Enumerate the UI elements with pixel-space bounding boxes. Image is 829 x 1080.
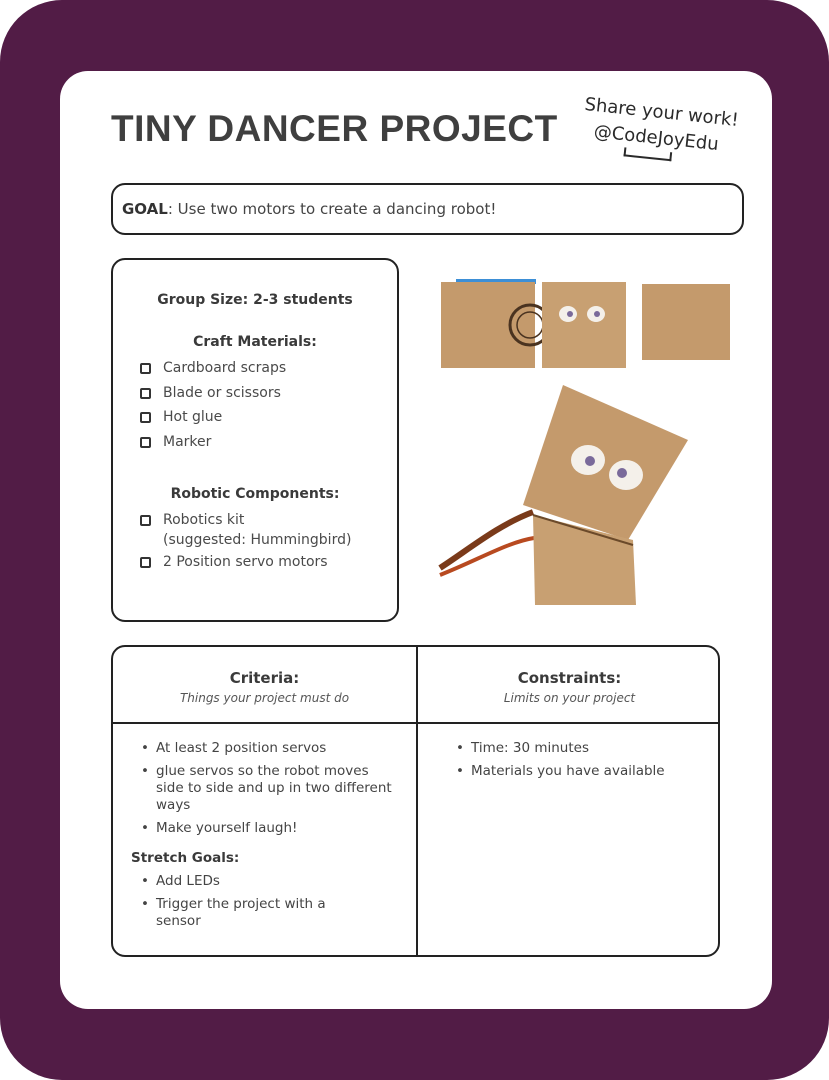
criteria-header: [113, 669, 416, 705]
share-text: Share your work!: [583, 93, 740, 132]
criteria-list: [137, 740, 392, 843]
constraints-heading: Constraints:: [517, 669, 622, 687]
group-size: Group Size: 2-3 students: [157, 292, 353, 308]
criteria-constraints-table: [111, 645, 720, 957]
constraints-subheading: Limits on your project: [503, 691, 636, 705]
list-item: • Time: 30 minutes: [452, 740, 702, 757]
page-title: TINY DANCER PROJECT: [111, 108, 558, 149]
social-handle: @CodeJoyEdu: [592, 121, 720, 156]
stretch-goals-list: [137, 873, 367, 936]
goal-text: : Use two motors to create a dancing robot!: [167, 200, 497, 218]
checkbox-icon[interactable]: [140, 412, 151, 423]
list-item: Hot glue: [140, 405, 286, 430]
list-item: Robotics kit (suggested: Hummingbird): [140, 508, 351, 550]
robot-photos: [438, 270, 738, 615]
list-item: • glue servos so the robot moves side to side and up in two different ways: [137, 763, 392, 814]
goal-box: [111, 183, 744, 235]
list-item: Marker: [140, 430, 286, 455]
criteria-subheading: Things your project must do: [179, 691, 350, 705]
list-item: • Materials you have available: [452, 763, 702, 780]
robotic-components-heading: Robotic Components:: [170, 486, 340, 502]
checkbox-icon[interactable]: [140, 437, 151, 448]
robotic-components-list: [140, 508, 351, 575]
list-item: • Make yourself laugh!: [137, 820, 392, 837]
assembled-robot-photo: [440, 385, 688, 605]
checkbox-icon[interactable]: [140, 557, 151, 568]
list-item: Blade or scissors: [140, 381, 286, 406]
constraints-list: [452, 740, 702, 786]
checkbox-icon[interactable]: [140, 515, 151, 526]
stretch-goals-heading: Stretch Goals:: [131, 850, 240, 866]
list-item: • Add LEDs: [137, 873, 367, 890]
list-item: Cardboard scraps: [140, 356, 286, 381]
materials-panel: [111, 258, 399, 622]
craft-materials-list: [140, 356, 286, 454]
craft-materials-heading: Craft Materials:: [193, 334, 317, 350]
list-item: 2 Position servo motors: [140, 550, 351, 575]
list-item: • At least 2 position servos: [137, 740, 392, 757]
cardboard-pieces-photo: [441, 279, 730, 368]
checkbox-icon[interactable]: [140, 388, 151, 399]
list-item: • Trigger the project with a sensor: [137, 896, 367, 930]
criteria-heading: Criteria:: [229, 669, 300, 687]
checkbox-icon[interactable]: [140, 363, 151, 374]
constraints-header: [418, 669, 720, 705]
goal-label: GOAL: [122, 200, 168, 218]
row-divider: [113, 722, 718, 724]
